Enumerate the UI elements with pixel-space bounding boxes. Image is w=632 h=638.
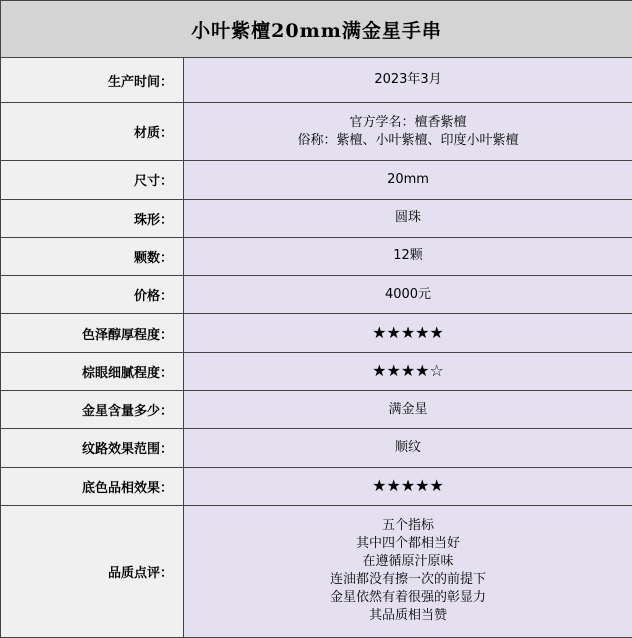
- row-label: 生产时间：: [1, 58, 184, 102]
- row-label: 纹路效果范围：: [1, 429, 184, 467]
- page-title: 小叶紫檀20mm满金星手串: [1, 1, 632, 58]
- row-value: [184, 237, 632, 275]
- value-line: 俗称：紫檀、小叶紫檀、印度小叶紫檀: [297, 132, 519, 148]
- title-row: [1, 1, 632, 58]
- value-line: 12颗: [393, 248, 423, 264]
- value-line: 其中四个都相当好: [355, 536, 460, 552]
- row-label: 尺寸：: [1, 161, 184, 199]
- table-row: [1, 276, 632, 314]
- table-row: [1, 429, 632, 467]
- row-label: 珠形：: [1, 199, 184, 237]
- rating-value: [184, 314, 632, 352]
- table-row: [1, 102, 632, 160]
- row-label: 色泽醇厚程度：: [1, 314, 184, 352]
- table-row: [1, 505, 632, 637]
- row-label: 价格：: [1, 276, 184, 314]
- row-label: 棕眼细腻程度：: [1, 352, 184, 390]
- row-label: 颗数：: [1, 237, 184, 275]
- value-line: 五个指标: [381, 518, 434, 534]
- row-value: [184, 58, 632, 102]
- value-line: 满金星: [388, 401, 428, 417]
- rating-value: [184, 467, 632, 505]
- table-row: [1, 58, 632, 102]
- row-label: 底色品相效果：: [1, 467, 184, 505]
- row-label: 品质点评：: [1, 505, 184, 637]
- row-value: [184, 505, 632, 637]
- value-line: 圆珠: [394, 210, 421, 226]
- value-line: 其品质相当赞: [368, 608, 447, 624]
- value-line: 2023年3月: [374, 72, 442, 88]
- row-value: [184, 391, 632, 429]
- table-row: [1, 314, 632, 352]
- row-value: [184, 161, 632, 199]
- table-row: [1, 161, 632, 199]
- row-value: [184, 429, 632, 467]
- value-line: 官方学名：檀香紫檀: [349, 114, 467, 130]
- spec-table-body: [1, 1, 632, 638]
- table-row: [1, 352, 632, 390]
- star-rating: ★★★★★: [372, 476, 444, 496]
- table-row: [1, 467, 632, 505]
- table-row: [1, 391, 632, 429]
- value-line: 20mm: [387, 171, 429, 187]
- row-label: 金星含量多少：: [1, 391, 184, 429]
- table-row: [1, 199, 632, 237]
- value-line: 4000元: [384, 286, 432, 302]
- star-rating: ★★★★★: [372, 323, 444, 343]
- star-rating: ★★★★☆: [372, 361, 444, 381]
- row-value: [184, 276, 632, 314]
- row-label: 材质：: [1, 102, 184, 160]
- value-line: 连油都没有擦一次的前提下: [329, 572, 486, 588]
- row-value: [184, 199, 632, 237]
- rating-value: [184, 352, 632, 390]
- row-value: [184, 102, 632, 160]
- value-line: 在遵循原汁原味: [362, 554, 454, 570]
- value-line: 顺纹: [394, 439, 421, 455]
- table-row: [1, 237, 632, 275]
- value-line: 金星依然有着很强的彰显力: [329, 590, 486, 606]
